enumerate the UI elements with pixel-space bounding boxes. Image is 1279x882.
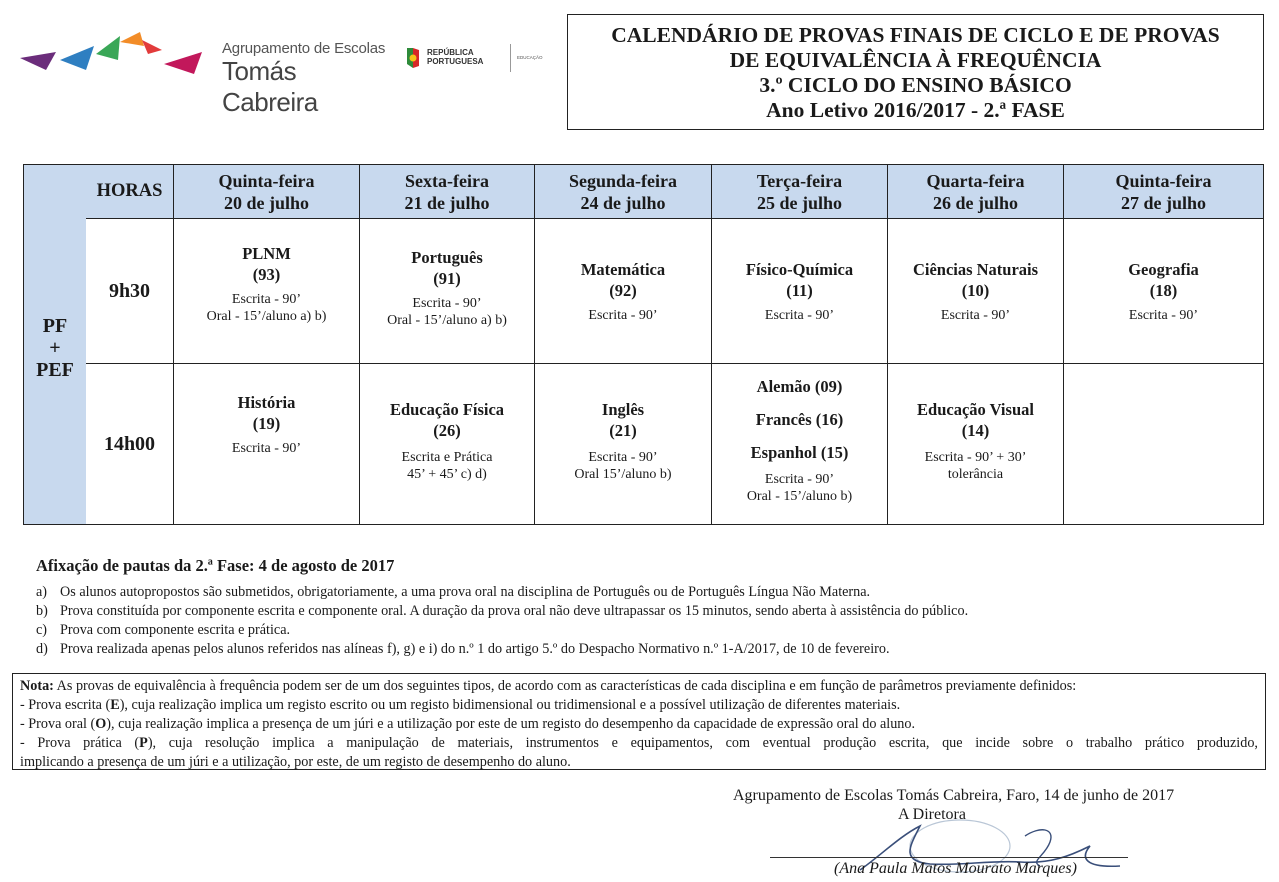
- exam-type-pef: PEF: [36, 359, 74, 381]
- footnotes-list: [36, 583, 968, 659]
- school-logo-icon: [16, 30, 216, 90]
- subject-code: (26): [433, 421, 461, 440]
- nota-item: [20, 734, 1258, 753]
- nota-item-post: ), cuja realização implica um registo escrito ou um registo bidimensional ou tridimensional e a possível utilização de diferentes materiais.: [119, 697, 901, 713]
- exam-cell: [360, 364, 535, 524]
- exam-detail: Oral 15’/aluno b): [574, 467, 672, 482]
- subject-code: (10): [961, 281, 990, 300]
- footnote-letter: d): [36, 641, 48, 657]
- horas-header: [86, 165, 174, 219]
- footnote-text: Os alunos autopropostos são submetidos, obrigatoriamente, a uma prova oral na disciplina de Português ou de Português Língua Não Materna.: [60, 584, 871, 600]
- signature-role: A Diretora: [898, 806, 966, 823]
- day-header: [360, 165, 535, 219]
- exam-cell: [535, 364, 712, 524]
- footnote-letter: c): [36, 622, 48, 638]
- nota-intro-text: As provas de equivalência à frequência podem ser de um dos seguintes tipos, de acordo com as características de cada disciplina e em função de parâmetros previamente definidos:: [53, 678, 1077, 694]
- footnote-item: [36, 583, 968, 602]
- footnote-item: [36, 640, 968, 659]
- subject-code: (92): [609, 281, 637, 300]
- subject-name: Espanhol (15): [750, 443, 849, 462]
- republic-text: [427, 48, 483, 66]
- footnote-text: Prova realizada apenas pelos alunos referidos nas alíneas f), g) e i) do n.º 1 do artigo 5.º do Despacho Normativo n.º 1-A/2017, de 10 de fevereiro.: [60, 641, 890, 657]
- exam-detail: Escrita - 90’: [588, 450, 658, 465]
- day-date: 26 de julho: [932, 193, 1019, 213]
- time-slot: [86, 219, 174, 364]
- title-line: DE EQUIVALÊNCIA À FREQUÊNCIA: [729, 48, 1102, 72]
- subject-code: (91): [433, 269, 461, 288]
- signature-place-date: Agrupamento de Escolas Tomás Cabreira, Faro, 14 de junho de 2017: [733, 787, 1175, 804]
- exam-detail: Escrita - 90’: [940, 308, 1011, 323]
- exam-detail: Escrita - 90’: [231, 292, 302, 307]
- subject-name: Português: [411, 248, 483, 267]
- title-line: CALENDÁRIO DE PROVAS FINAIS DE CICLO E DE PROVAS: [611, 23, 1220, 47]
- day-header: [888, 165, 1064, 219]
- exam-detail: Escrita - 90’: [231, 441, 302, 456]
- footnote-letter: a): [36, 584, 48, 600]
- nota-box: [12, 673, 1266, 770]
- exam-detail: Escrita - 90’: [412, 296, 482, 311]
- day-date: 21 de julho: [404, 193, 490, 213]
- subject-name: PLNM: [242, 244, 291, 263]
- day-weekday: Quinta-feira: [218, 171, 315, 191]
- signature-line: [770, 857, 1128, 858]
- subject-name: História: [237, 393, 296, 412]
- exam-detail: 45’ + 45’ c) d): [407, 467, 487, 482]
- footnote-item: [36, 621, 968, 640]
- horas-label: HORAS: [96, 181, 163, 201]
- exam-cell: [174, 364, 360, 524]
- day-date: 24 de julho: [580, 193, 666, 213]
- exam-cell: [888, 364, 1064, 524]
- day-date: 25 de julho: [756, 193, 843, 213]
- exam-cell: [1064, 219, 1263, 364]
- exam-type-plus: +: [49, 337, 61, 359]
- subject-name: Ciências Naturais: [912, 260, 1039, 279]
- day-weekday: Segunda-feira: [569, 171, 677, 191]
- footnote-item: [36, 602, 968, 621]
- exam-detail: Escrita - 90’ + 30’: [924, 450, 1027, 465]
- nota-label: Nota:: [20, 678, 54, 694]
- exam-cell: [712, 364, 888, 524]
- title-line: 3.º CICLO DO ENSINO BÁSICO: [759, 73, 1072, 97]
- time-slot: [86, 364, 174, 524]
- republic-line1: REPÚBLICA: [427, 48, 474, 57]
- exam-cell: [712, 219, 888, 364]
- subject-code: (14): [961, 421, 990, 440]
- subject-name: Geografia: [1128, 260, 1199, 279]
- footnote-letter: b): [36, 603, 48, 619]
- exam-detail: Oral - 15’/aluno a) b): [387, 313, 507, 328]
- results-posting-date: Afixação de pautas da 2.ª Fase: 4 de agosto de 2017: [36, 556, 395, 575]
- day-header: [712, 165, 888, 219]
- exam-detail: Escrita e Prática: [401, 450, 493, 465]
- day-date: 27 de julho: [1120, 193, 1207, 213]
- exam-detail: Escrita - 90’: [764, 308, 835, 323]
- nota-item-pre: - Prova prática (: [20, 735, 140, 751]
- subject-name: Físico-Química: [745, 260, 854, 279]
- exam-detail: Escrita - 90’: [1128, 308, 1199, 323]
- day-weekday: Sexta-feira: [405, 171, 489, 191]
- day-header: [1064, 165, 1263, 219]
- nota-item-pre: - Prova oral (: [20, 716, 96, 732]
- day-weekday: Quinta-feira: [1115, 171, 1212, 191]
- subject-name: Educação Visual: [917, 400, 1034, 419]
- nota-last-line: implicando a presença de um júri e a utilização, por este, de um registo de desempenho do aluno.: [20, 754, 571, 770]
- portugal-flag-icon: [405, 46, 421, 70]
- exam-detail: tolerância: [947, 467, 1004, 482]
- school-name-line2: Tomás Cabreira: [222, 56, 318, 117]
- day-header: [174, 165, 360, 219]
- subject-code: (19): [252, 414, 281, 433]
- school-logo: [16, 30, 396, 117]
- nota-item-pre: - Prova escrita (: [20, 697, 111, 713]
- subject-code: (11): [786, 281, 813, 300]
- subject-name: Alemão (09): [756, 377, 843, 396]
- subject-code: (21): [609, 421, 637, 440]
- day-header: [535, 165, 712, 219]
- title-line: Ano Letivo 2016/2017 - 2.ª FASE: [766, 98, 1065, 122]
- nota-item-code: E: [110, 697, 120, 713]
- school-name-line1: Agrupamento de Escolas: [222, 40, 386, 57]
- republic-logo: [405, 44, 565, 78]
- day-weekday: Quarta-feira: [926, 171, 1025, 191]
- exam-detail: Oral - 15’/aluno b): [746, 489, 853, 504]
- document-title-box: [567, 14, 1264, 130]
- exam-cell: [174, 219, 360, 364]
- nota-item-code: P: [139, 735, 148, 751]
- nota-item-post: ), cuja resolução implica a manipulação de materiais, instrumentos e equipamentos, com eventual produção escrita, que incide sobre o trabalho prático produzido,: [147, 735, 1258, 751]
- subject-code: (93): [252, 265, 281, 284]
- subject-name: Inglês: [601, 400, 645, 419]
- subject-code: (18): [1149, 281, 1178, 300]
- subject-name: Francês (16): [755, 410, 844, 429]
- exam-cell: [535, 219, 712, 364]
- day-weekday: Terça-feira: [756, 171, 843, 191]
- exam-detail: Oral - 15’/aluno a) b): [206, 309, 327, 324]
- subject-name: Matemática: [580, 260, 666, 279]
- empty-exam-cell: [1064, 364, 1263, 524]
- ministry-label: EDUCAÇÃO: [517, 55, 543, 60]
- nota-intro: [20, 677, 1258, 696]
- exam-type-label: [24, 315, 86, 381]
- day-date: 20 de julho: [223, 193, 310, 213]
- exam-schedule-table: [23, 164, 1264, 525]
- time-label: 14h00: [103, 433, 156, 455]
- nota-item-code: O: [95, 716, 107, 732]
- subject-name: Educação Física: [389, 400, 505, 419]
- logo-divider: [510, 44, 511, 72]
- exam-cell: [360, 219, 535, 364]
- time-label: 9h30: [108, 280, 151, 302]
- nota-item: [20, 715, 1258, 734]
- exam-cell: [888, 219, 1064, 364]
- exam-detail: Escrita - 90’: [764, 472, 835, 487]
- nota-item: [20, 696, 1258, 715]
- footnote-text: Prova com componente escrita e prática.: [60, 622, 291, 638]
- exam-detail: Escrita - 90’: [588, 308, 658, 323]
- exam-type-pf: PF: [42, 315, 68, 337]
- signatory-name: (Ana Paula Matos Mourato Marques): [834, 860, 1077, 877]
- footnote-text: Prova constituída por componente escrita e componente oral. A duração da prova oral não deve ultrapassar os 15 minutos, sendo aberta à assistência do público.: [60, 603, 969, 619]
- republic-line2: PORTUGUESA: [427, 57, 484, 66]
- exam-type-column: [24, 165, 87, 524]
- nota-item-post: ), cuja realização implica a presença de um júri e a utilização por este de um registo do desempenho da capacidade de expressão oral do aluno.: [106, 716, 916, 732]
